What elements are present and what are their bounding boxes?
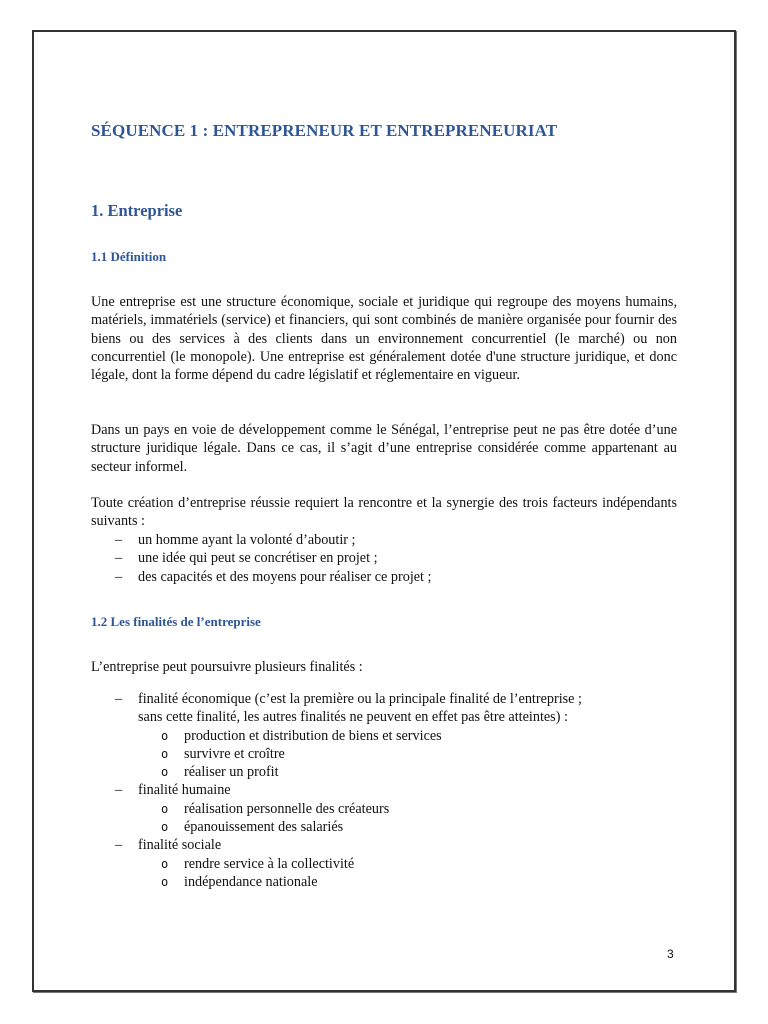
list-item-continuation [91,708,691,726]
subsection-title-finalites: 1.2 Les finalités de l’entreprise [91,614,261,629]
sub-list-item [91,745,691,763]
paragraph-creation: Toute création d’entreprise réussie requiert la rencontre et la synergie des trois facteurs indépendants suivants : [91,495,677,530]
section-title-entreprise: 1. Entreprise [91,201,183,220]
dash-bullet: – [115,837,123,854]
list-item [91,549,691,567]
list-item-text: sans cette finalité, les autres finalités ne peuvent en effet pas être atteintes) : [138,709,568,726]
list-item-text: finalité sociale [138,837,222,854]
list-item [91,531,691,549]
circle-bullet: o [161,728,169,743]
sequence-title: SÉQUENCE 1 : ENTREPRENEUR ET ENTREPRENEURIAT [91,121,558,140]
sub-list-item-text: rendre service à la collectivité [184,855,355,872]
list-item [91,781,691,799]
sub-list-item-text: réalisation personnelle des créateurs [184,800,390,817]
dash-bullet: – [115,691,123,707]
circle-bullet: o [161,874,169,889]
sub-list-item [91,800,691,818]
list-item-text: finalité humaine [138,782,231,799]
circle-bullet: o [161,801,169,816]
finalites-list [91,690,691,891]
sub-list-item-text: production et distribution de biens et services [184,727,442,744]
list-item-text: finalité économique (c’est la première ou la principale finalité de l’entreprise ; [138,691,582,707]
list-item [91,836,691,854]
sub-list-item [91,727,691,745]
sub-list-item-text: survivre et croître [184,745,285,762]
list-item-text: un homme ayant la volonté d’aboutir ; [138,532,356,548]
factors-list [91,531,691,586]
document-body [91,118,677,890]
list-item [91,690,691,708]
list-item-text: des capacités et des moyens pour réaliser ce projet ; [138,568,432,585]
page-number: 3 [667,947,674,961]
circle-bullet: o [161,746,169,761]
list-item-text: une idée qui peut se concrétiser en projet ; [138,550,378,567]
sub-list-item-text: indépendance nationale [184,873,318,890]
circle-bullet: o [161,856,169,871]
sub-list-item [91,855,691,873]
list-item [91,568,691,586]
sub-list-item [91,763,691,781]
paragraph-finalites-intro: L’entreprise peut poursuivre plusieurs finalités : [91,659,363,675]
sub-list-item-text: épanouissement des salariés [184,819,344,836]
dash-bullet: – [115,568,123,585]
paragraph-definition: Une entreprise est une structure économique, sociale et juridique qui regroupe des moyens humains, matériels, immatériels (service) et financiers, qui sont combinés de manière organisée pour fournir des biens ou des services à des clients dans un environnement concurrentiel (le marché) ou non concurrentiel (le monopole). Une entreprise est généralement dotée d'une structure juridique, et donc légale, dont la forme dépend du cadre législatif et réglementaire en vigueur. [91,294,677,384]
dash-bullet: – [115,782,123,799]
sub-list-item-text: réaliser un profit [184,764,279,781]
circle-bullet: o [161,765,169,780]
dash-bullet: – [115,550,123,567]
paragraph-senegal: Dans un pays en voie de développement comme le Sénégal, l’entreprise peut ne pas être dotée d’une structure juridique légale. Dans ce cas, il s’agit d’une entreprise considérée comme appartenant au secteur informel. [91,422,677,475]
subsection-title-definition: 1.1 Définition [91,249,167,264]
circle-bullet: o [161,820,169,835]
dash-bullet: – [115,532,123,548]
sub-list-item [91,818,691,836]
sub-list-item [91,873,691,891]
